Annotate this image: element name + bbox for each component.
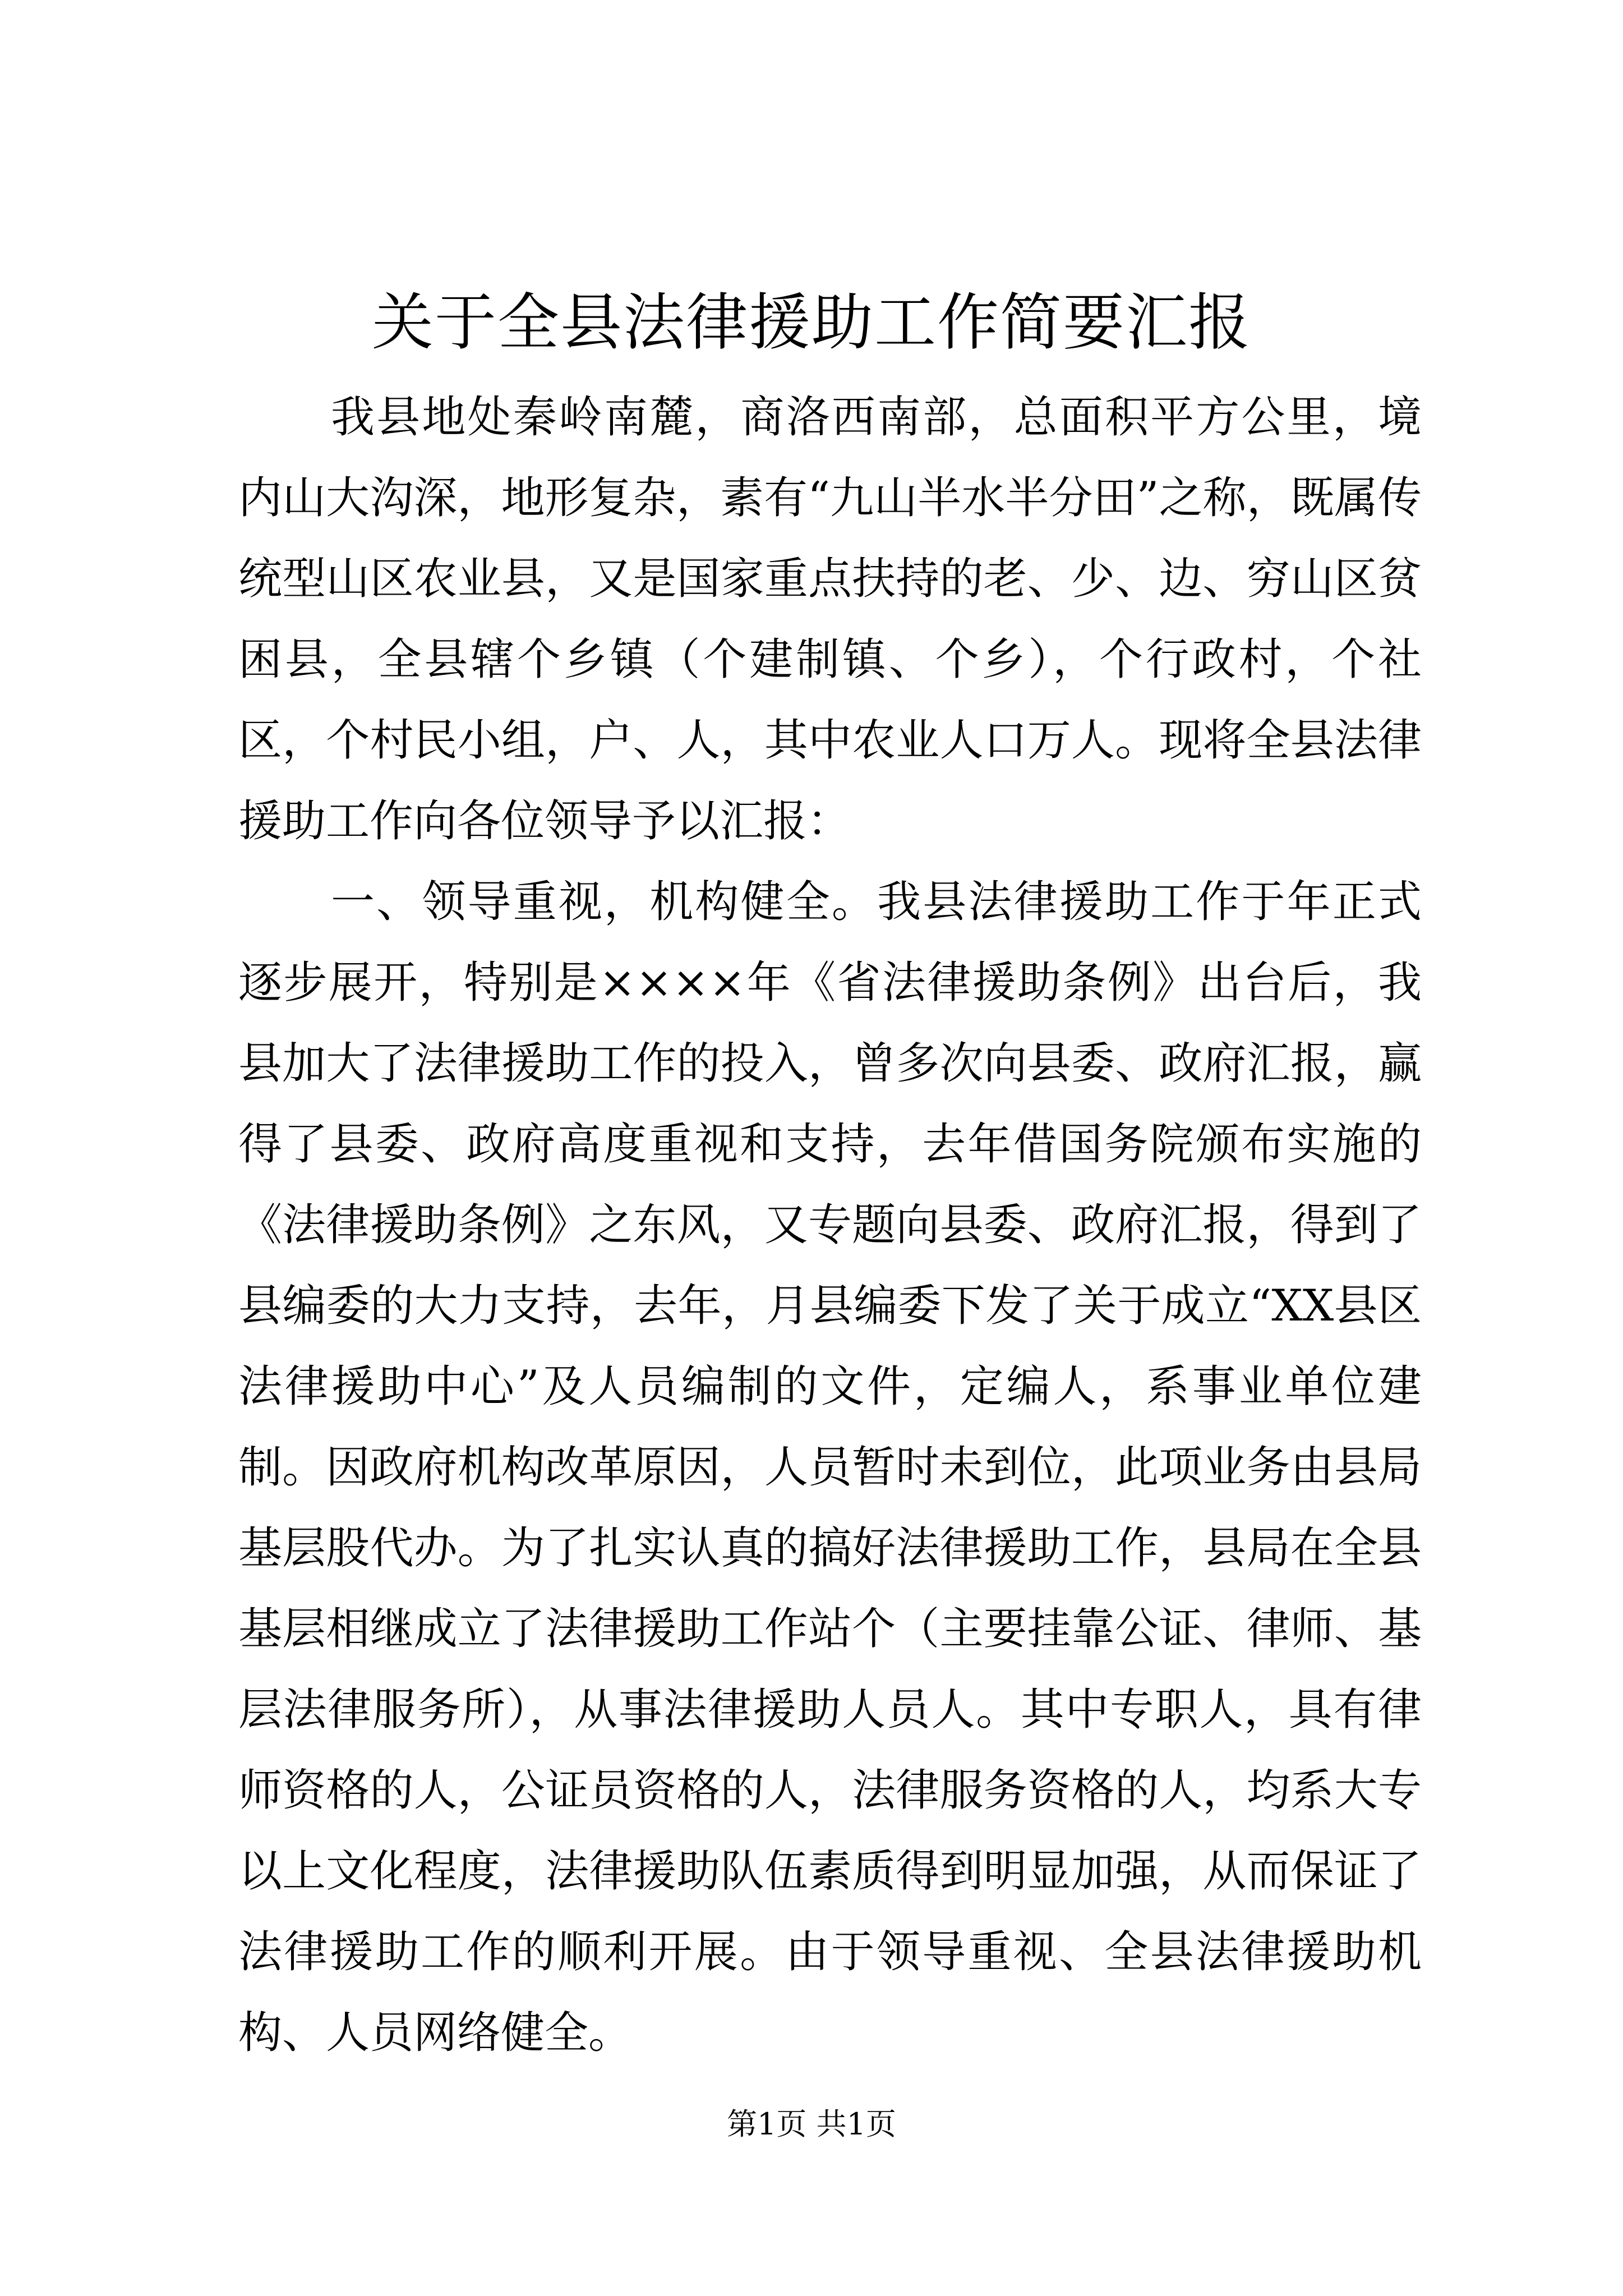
document-title: 关于全县法律援助工作简要汇报	[372, 287, 1251, 358]
page-footer: 第1页 共1页	[727, 2106, 896, 2142]
document-body	[238, 377, 1422, 2073]
paragraph-section-1: 一、领导重视，机构健全。我县法律援助工作于年正式逐步展开，特别是××××年《省法律援助条例》出台后，我县加大了法律援助工作的投入，曾多次向县委、政府汇报，赢得了县委、政府高度重视和支持，去年借国务院颁布实施的《法律援助条例》之东风，又专题向县委、政府汇报，得到了县编委的大力支持，去年，月县编委下发了关于成立“XX县区法律援助中心”及人员编制的文件，定编人，系事业单位建制。因政府机构改革原因，人员暂时未到位，此项业务由县局基层股代办。为了扎实认真的搞好法律援助工作，县局在全县基层相继成立了法律援助工作站个（主要挂靠公证、律师、基层法律服务所），从事法律援助人员人。其中专职人，具有律师资格的人，公证员资格的人，法律服务资格的人，均系大专以上文化程度，法律援助队伍素质得到明显加强，从而保证了法律援助工作的顺利开展。由于领导重视、全县法律援助机构、人员网络健全。	[238, 877, 1422, 2058]
paragraph-intro: 我县地处秦岭南麓，商洛西南部，总面积平方公里，境内山大沟深，地形复杂，素有“九山半水半分田”之称，既属传统型山区农业县，又是国家重点扶持的老、少、边、穷山区贫困县，全县辖个乡镇（个建制镇、个乡），个行政村，个社区，个村民小组，户、人，其中农业人口万人。现将全县法律援助工作向各位领导予以汇报：	[238, 392, 1422, 846]
